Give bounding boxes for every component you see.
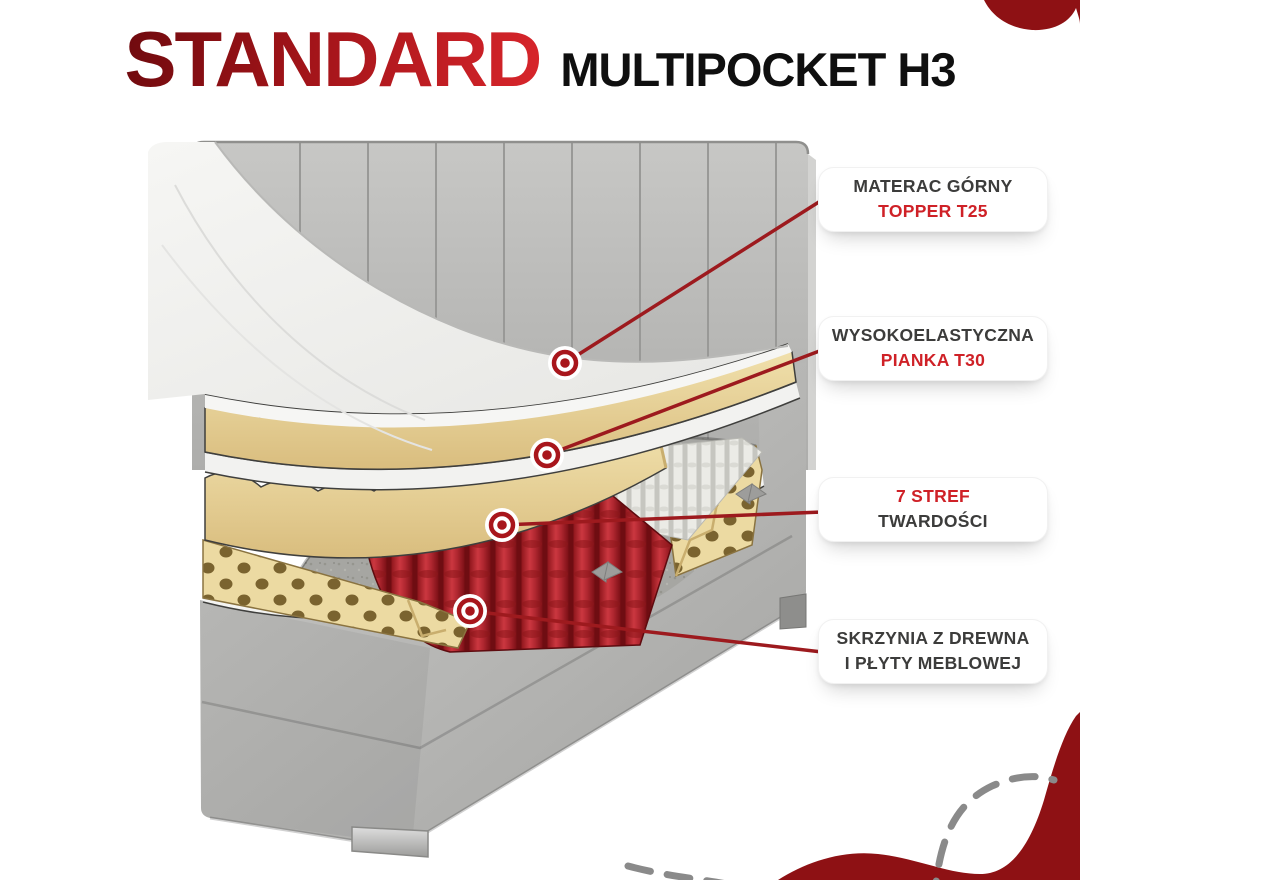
label-foam-line1: WYSOKOELASTYCZNA — [831, 325, 1035, 345]
label-foam-line2: PIANKA T30 — [880, 350, 986, 371]
label-foam — [818, 316, 1048, 381]
marker-topper — [548, 346, 582, 380]
label-box-line1: SKRZYNIA Z DREWNA — [836, 628, 1030, 648]
label-box-line2: I PŁYTY MEBLOWEJ — [844, 653, 1022, 674]
label-zones-line2: TWARDOŚCI — [878, 511, 988, 532]
bed-foot-right — [780, 594, 806, 629]
label-topper — [818, 167, 1048, 232]
marker-foam — [530, 438, 564, 472]
label-zones — [818, 477, 1048, 542]
model-title: MULTIPOCKET H3 — [560, 43, 956, 96]
bed-foot-front — [352, 827, 428, 857]
label-topper-line2: TOPPER T25 — [878, 201, 988, 222]
brand-title: STANDARD — [124, 15, 541, 103]
label-zones-line1: 7 STREF — [895, 486, 971, 506]
blob-bottom-right — [778, 712, 1080, 880]
label-box-frame — [818, 619, 1048, 684]
title-bar — [0, 15, 1080, 103]
marker-zones — [485, 508, 519, 542]
marker-box — [453, 594, 487, 628]
label-topper-line1: MATERAC GÓRNY — [853, 176, 1013, 196]
